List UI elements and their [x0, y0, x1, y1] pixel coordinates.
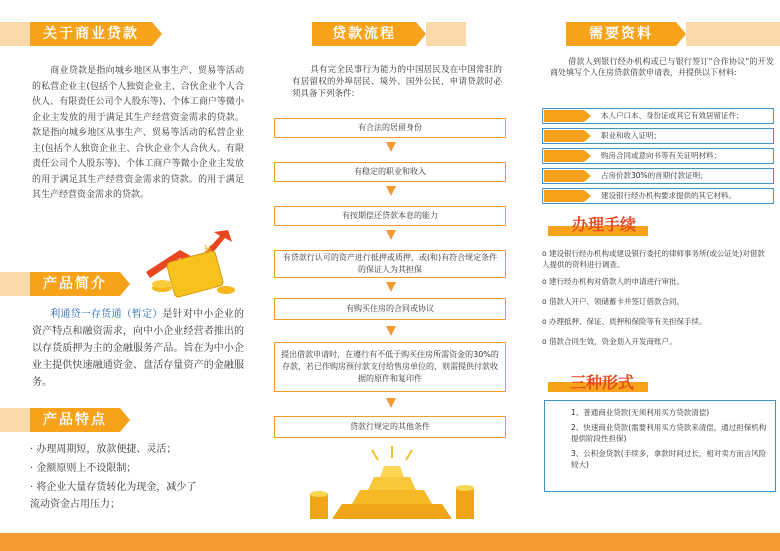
material-tab	[544, 110, 584, 122]
panel-about-loan	[0, 0, 258, 530]
feature-item: 流动资金占用压力；	[30, 499, 120, 510]
about-body-text: 商业贷款是指向城乡地区从事生产、贸易等活动的私营企业主(包括个人独资企业主、合伙企业个人合伙人、有限责任公司个人股东等)、个体工商户等微小企业主发放的用于满足其生产经营资金需求的贷款。款是指向城乡地区从事生产、贸易等活动的私营企业主(包括个人独资企业主、合伙企业个人合伙人、有限责任公司个人股东等)、个体工商户等微小企业主发放的用于满足其生产经营资金需求的贷款。的用于满足其生产经营资金需求的贷款。	[32, 66, 244, 200]
process-step: 提出借款申请时，在遵行有不低于购买住房所需资金的30%的存款，若已作购房预付款支付给售房单位的，则需提供付款收据的原件和复印件	[274, 342, 506, 392]
process-step: 有按期偿还贷款本息的能力	[274, 206, 506, 226]
header-accent-bar	[426, 22, 466, 46]
materials-intro	[550, 56, 774, 78]
process-intro	[292, 64, 502, 100]
procedure-step: o 建行经办机构对借款人的申请进行审批。	[542, 277, 684, 286]
panel-loan-process	[262, 0, 520, 530]
process-title: 贷款流程	[312, 22, 416, 46]
process-step: 有贷款行认可的资产进行抵押或质押，或(和)有符合规定条件的保证人为其担保	[274, 250, 506, 278]
material-tab	[544, 150, 584, 162]
intro-body-text: 是针对中小企业的资产特点和融资需求，向中小企业经营者推出的以存货质押为主的金融服务产品。旨在为中小企业主提供快速融通资金、盘活存量资产的金融服务。	[32, 309, 245, 388]
panel-required-materials	[522, 0, 780, 530]
forms-title: 三种形式	[570, 373, 635, 392]
arrow-down-icon	[386, 398, 396, 408]
materials-intro-text: 借款人到银行经办机构或已与银行签订"合作协议"的开发商处填写个人住房贷款借款申请表，并提供以下材料:	[550, 57, 774, 77]
about-title: 关于商业贷款	[30, 22, 152, 46]
procedure-step: o 办理抵押、保证、质押和保险等有关担保手续。	[542, 317, 707, 326]
header-accent-bar	[686, 22, 780, 46]
material-item: 职业和收入证明；	[542, 128, 774, 144]
arrow-down-icon	[386, 282, 396, 292]
svg-text:¥: ¥	[204, 243, 212, 257]
form-item: 2、快速商业贷款(需要利用买方贷款来清偿，通过担保机构提供阶段性担保)	[571, 423, 767, 443]
process-step: 有稳定的职业和收入	[274, 162, 506, 182]
gold-bars-illustration	[302, 444, 482, 524]
footer-bar	[0, 533, 780, 551]
arrow-down-icon	[386, 142, 396, 152]
intro-highlight: 利通贷一存货通（暂定）	[50, 309, 163, 320]
header-accent-bar	[0, 22, 30, 46]
calculator-coins-illustration	[140, 228, 240, 298]
feature-title: 产品特点	[30, 408, 120, 432]
process-step: 有合法的居留身份	[274, 118, 506, 138]
process-intro-text: 具有完全民事行为能力的中国居民及在中国常驻的有居留权的外埠居民、境外、国外公民，申请贷款时必须具备下列条件:	[292, 65, 502, 99]
procedure-step: o 借款人开户、领储蓄卡并签订借款合同。	[542, 297, 684, 306]
form-item: 1、普通商业贷款(无须利用买方贷款清偿)	[571, 408, 710, 417]
materials-title: 需要资料	[566, 22, 676, 46]
procedure-step: o 借款合同生效，资金划入开发商账户。	[542, 337, 677, 346]
feature-item: · 金额原则上不设限制；	[30, 463, 137, 474]
forms-box	[544, 400, 776, 492]
process-step: 有购买住房的合同或协议	[274, 298, 506, 320]
material-tab	[544, 190, 584, 202]
arrow-down-icon	[386, 186, 396, 196]
arrow-down-icon	[386, 230, 396, 240]
procedure-title: 办理手续	[572, 215, 637, 234]
material-item: 建设银行经办机构要求提供的其它材料。	[542, 188, 774, 204]
procedure-step: o 建设银行经办机构或建设银行委托的律师事务所(或公证处)对借款人提供的资料进行调查。	[542, 249, 765, 269]
header-accent-bar	[0, 408, 30, 432]
form-item: 3、公积金贷款(手续多，拿款时间过长，相对卖方而言风险较大)	[571, 449, 767, 469]
material-item: 购房合同或意向书等有关证明材料；	[542, 148, 774, 164]
arrow-down-icon	[386, 326, 396, 336]
process-step: 贷款行规定的其他条件	[274, 416, 506, 438]
material-item: 占房价款30%的首期付款证明；	[542, 168, 774, 184]
feature-item: · 办理周期短，放款便捷、灵活；	[30, 444, 177, 455]
material-item: 本人户口本、身份证或其它有效居留证件；	[542, 108, 774, 124]
about-body	[32, 64, 244, 204]
material-tab	[544, 130, 584, 142]
feature-item: · 将企业大量存货转化为现金，减少了	[30, 482, 197, 493]
header-accent-bar	[0, 272, 30, 296]
intro-title: 产品简介	[30, 272, 120, 296]
material-tab	[544, 170, 584, 182]
intro-body	[32, 306, 244, 391]
